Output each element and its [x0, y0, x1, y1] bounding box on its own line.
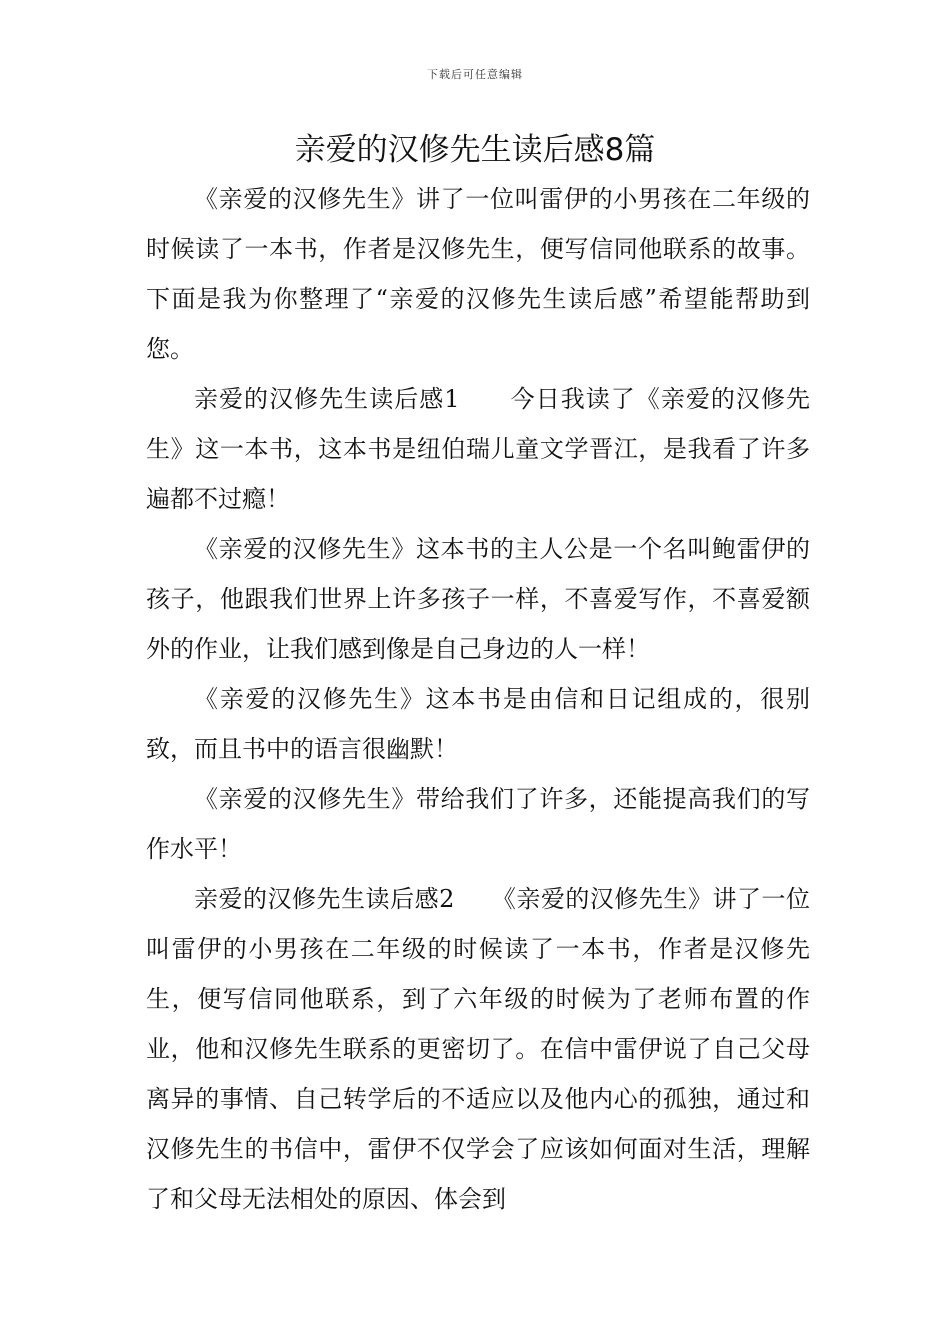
- document-body: [146, 174, 810, 1224]
- paragraph-intro: 《亲爱的汉修先生》讲了一位叫雷伊的小男孩在二年级的时候读了一本书，作者是汉修先生，便写信同他联系的故事。下面是我为你整理了“亲爱的汉修先生读后感”希望能帮助到您。: [146, 185, 810, 363]
- paragraph-essay1-start: 亲爱的汉修先生读后感1 今日我读了《亲爱的汉修先生》这一本书，这本书是纽伯瑞儿童文学晋江，是我看了许多遍都不过瘾！: [146, 385, 810, 513]
- paragraph-essay1-conclusion: 《亲爱的汉修先生》带给我们了许多，还能提高我们的写作水平！: [146, 785, 810, 863]
- paragraph-essay1-format: 《亲爱的汉修先生》这本书是由信和日记组成的，很别致，而且书中的语言很幽默！: [146, 685, 810, 763]
- document-title: 亲爱的汉修先生读后感8篇: [294, 132, 656, 168]
- paragraph-essay1-protagonist: 《亲爱的汉修先生》这本书的主人公是一个名叫鲍雷伊的孩子，他跟我们世界上许多孩子一样，不喜爱写作，不喜爱额外的作业，让我们感到像是自己身边的人一样！: [146, 535, 810, 663]
- header-note: 下载后可任意编辑: [427, 68, 523, 81]
- paragraph-essay2-start: 亲爱的汉修先生读后感2 《亲爱的汉修先生》讲了一位叫雷伊的小男孩在二年级的时候读了一本书，作者是汉修先生，便写信同他联系，到了六年级的时候为了老师布置的作业，他和汉修先生联系的更密切了。在信中雷伊说了自己父母离异的事情、自己转学后的不适应以及他内心的孤独，通过和汉修先生的书信中，雷伊不仅学会了应该如何面对生活，理解了和父母无法相处的原因、体会到: [146, 885, 810, 1213]
